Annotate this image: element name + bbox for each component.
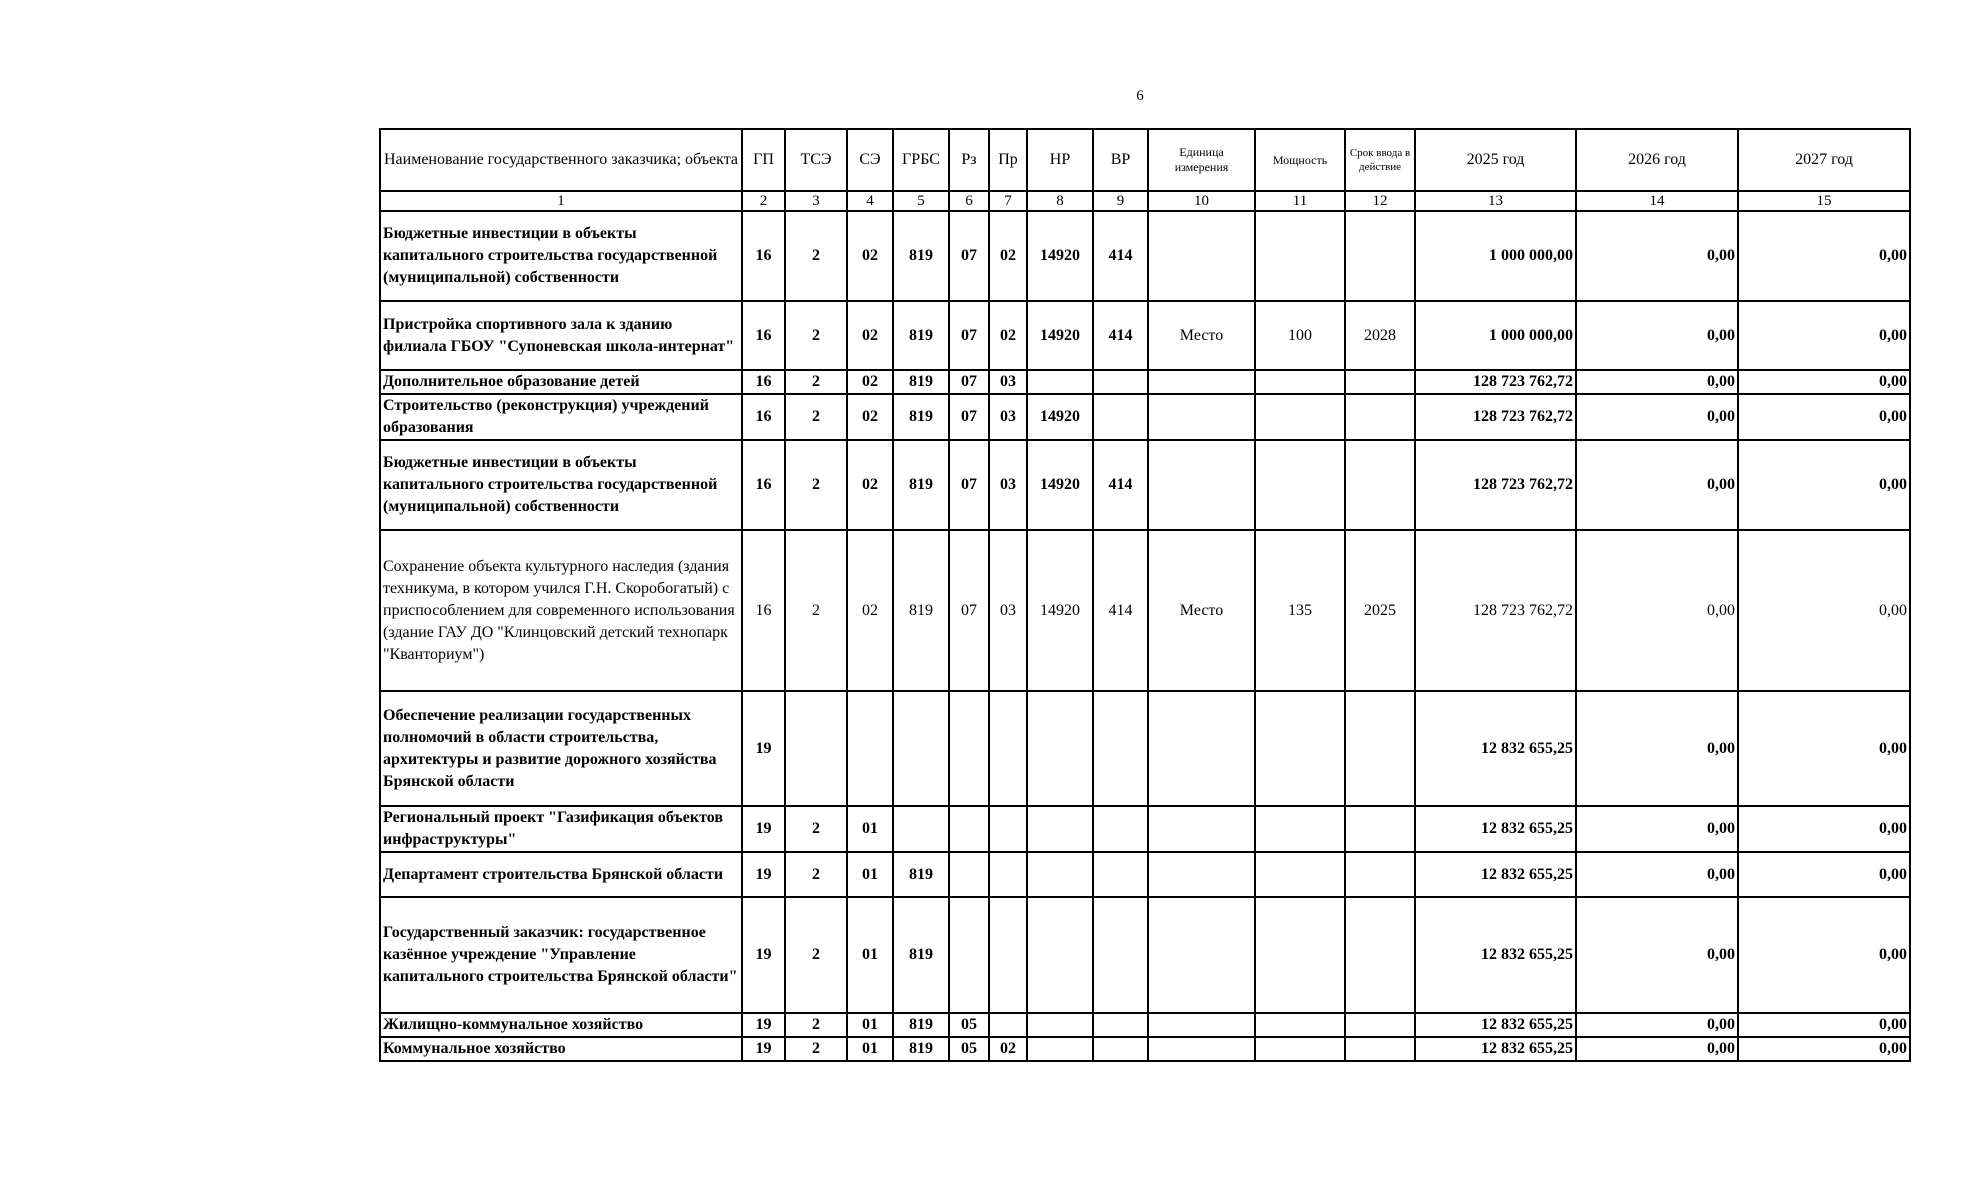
page-number: 6	[1136, 88, 1144, 104]
column-number: 5	[893, 191, 949, 211]
cell-grbs	[893, 806, 949, 852]
cell-name: Обеспечение реализации государственных полномочий в области строительства, архитектуры и развитие дорожного хозяйства Брянской области	[380, 691, 742, 806]
cell-y2027: 0,00	[1738, 852, 1910, 897]
cell-rz: 07	[949, 530, 989, 691]
cell-name: Коммунальное хозяйство	[380, 1037, 742, 1061]
header-2025: 2025 год	[1415, 129, 1576, 191]
cell-unit: Место	[1148, 301, 1255, 370]
cell-gp: 19	[742, 1037, 785, 1061]
cell-capacity	[1255, 897, 1345, 1013]
cell-y2025: 128 723 762,72	[1415, 394, 1576, 440]
cell-capacity	[1255, 370, 1345, 394]
cell-y2026: 0,00	[1576, 852, 1738, 897]
cell-vr: 414	[1093, 301, 1148, 370]
cell-unit	[1148, 394, 1255, 440]
cell-vr	[1093, 852, 1148, 897]
cell-gp: 16	[742, 301, 785, 370]
cell-name: Департамент строительства Брянской области	[380, 852, 742, 897]
header-capacity: Мощность	[1255, 129, 1345, 191]
cell-y2026: 0,00	[1576, 301, 1738, 370]
cell-y2025: 12 832 655,25	[1415, 1037, 1576, 1061]
column-number: 13	[1415, 191, 1576, 211]
cell-y2026: 0,00	[1576, 897, 1738, 1013]
cell-pr	[989, 806, 1027, 852]
cell-y2027: 0,00	[1738, 211, 1910, 301]
column-number: 1	[380, 191, 742, 211]
table-row	[380, 211, 1910, 301]
cell-name: Государственный заказчик: государственное казённое учреждение "Управление капитального строительства Брянской области"	[380, 897, 742, 1013]
column-number: 2	[742, 191, 785, 211]
cell-rz: 07	[949, 440, 989, 530]
cell-rz: 05	[949, 1013, 989, 1037]
cell-rz: 07	[949, 301, 989, 370]
column-number: 4	[847, 191, 893, 211]
cell-pr	[989, 691, 1027, 806]
cell-capacity: 100	[1255, 301, 1345, 370]
cell-vr: 414	[1093, 440, 1148, 530]
cell-name: Дополнительное образование детей	[380, 370, 742, 394]
table-row	[380, 440, 1910, 530]
cell-rz: 05	[949, 1037, 989, 1061]
cell-unit	[1148, 1013, 1255, 1037]
cell-gp: 16	[742, 211, 785, 301]
cell-se: 02	[847, 440, 893, 530]
cell-capacity	[1255, 440, 1345, 530]
cell-y2027: 0,00	[1738, 394, 1910, 440]
cell-y2027: 0,00	[1738, 806, 1910, 852]
cell-tse	[785, 691, 847, 806]
cell-term: 2028	[1345, 301, 1415, 370]
cell-rz	[949, 897, 989, 1013]
cell-unit	[1148, 897, 1255, 1013]
cell-term	[1345, 440, 1415, 530]
cell-grbs: 819	[893, 211, 949, 301]
table-row	[380, 897, 1910, 1013]
cell-y2026: 0,00	[1576, 394, 1738, 440]
cell-y2026: 0,00	[1576, 691, 1738, 806]
cell-nr: 14920	[1027, 440, 1093, 530]
cell-capacity: 135	[1255, 530, 1345, 691]
table-row	[380, 370, 1910, 394]
cell-pr: 03	[989, 530, 1027, 691]
cell-nr: 14920	[1027, 394, 1093, 440]
cell-vr	[1093, 370, 1148, 394]
column-number: 12	[1345, 191, 1415, 211]
cell-nr	[1027, 1037, 1093, 1061]
cell-y2027: 0,00	[1738, 691, 1910, 806]
cell-unit	[1148, 691, 1255, 806]
cell-tse: 2	[785, 530, 847, 691]
cell-y2025: 12 832 655,25	[1415, 1013, 1576, 1037]
cell-y2026: 0,00	[1576, 211, 1738, 301]
cell-se: 01	[847, 806, 893, 852]
cell-se: 02	[847, 530, 893, 691]
budget-table	[379, 128, 1911, 1062]
cell-pr	[989, 1013, 1027, 1037]
cell-grbs: 819	[893, 440, 949, 530]
column-number: 10	[1148, 191, 1255, 211]
cell-se: 02	[847, 211, 893, 301]
cell-se: 01	[847, 852, 893, 897]
column-number: 3	[785, 191, 847, 211]
header-pr: Пр	[989, 129, 1027, 191]
cell-unit	[1148, 806, 1255, 852]
column-number: 7	[989, 191, 1027, 211]
cell-name: Пристройка спортивного зала к зданию филиала ГБОУ "Супоневская школа-интернат"	[380, 301, 742, 370]
cell-unit	[1148, 1037, 1255, 1061]
cell-gp: 19	[742, 806, 785, 852]
cell-pr: 02	[989, 301, 1027, 370]
column-number: 6	[949, 191, 989, 211]
cell-rz	[949, 852, 989, 897]
cell-vr	[1093, 1037, 1148, 1061]
cell-grbs: 819	[893, 530, 949, 691]
cell-capacity	[1255, 852, 1345, 897]
cell-rz	[949, 806, 989, 852]
table-row	[380, 1037, 1910, 1061]
cell-y2025: 128 723 762,72	[1415, 370, 1576, 394]
cell-y2025: 12 832 655,25	[1415, 806, 1576, 852]
cell-unit	[1148, 440, 1255, 530]
header-unit: Единица измерения	[1148, 129, 1255, 191]
column-number: 8	[1027, 191, 1093, 211]
cell-term	[1345, 370, 1415, 394]
cell-vr: 414	[1093, 530, 1148, 691]
cell-tse: 2	[785, 301, 847, 370]
cell-unit	[1148, 370, 1255, 394]
cell-nr	[1027, 370, 1093, 394]
cell-se: 01	[847, 1013, 893, 1037]
header-term: Срок ввода в действие	[1345, 129, 1415, 191]
cell-y2027: 0,00	[1738, 897, 1910, 1013]
table-row	[380, 691, 1910, 806]
cell-y2027: 0,00	[1738, 1013, 1910, 1037]
cell-tse: 2	[785, 897, 847, 1013]
cell-nr	[1027, 852, 1093, 897]
header-2027: 2027 год	[1738, 129, 1910, 191]
cell-y2025: 12 832 655,25	[1415, 691, 1576, 806]
cell-pr	[989, 897, 1027, 1013]
cell-name: Строительство (реконструкция) учреждений образования	[380, 394, 742, 440]
cell-term	[1345, 1037, 1415, 1061]
cell-grbs: 819	[893, 897, 949, 1013]
cell-term	[1345, 852, 1415, 897]
cell-capacity	[1255, 691, 1345, 806]
cell-vr	[1093, 394, 1148, 440]
cell-pr: 03	[989, 440, 1027, 530]
cell-nr: 14920	[1027, 530, 1093, 691]
cell-gp: 16	[742, 530, 785, 691]
cell-term	[1345, 897, 1415, 1013]
table-row	[380, 301, 1910, 370]
cell-gp: 19	[742, 1013, 785, 1037]
cell-tse: 2	[785, 370, 847, 394]
cell-se: 02	[847, 394, 893, 440]
table-row	[380, 1013, 1910, 1037]
cell-rz: 07	[949, 211, 989, 301]
cell-unit	[1148, 852, 1255, 897]
header-vr: ВР	[1093, 129, 1148, 191]
column-number: 15	[1738, 191, 1910, 211]
cell-tse: 2	[785, 440, 847, 530]
cell-vr	[1093, 691, 1148, 806]
cell-capacity	[1255, 806, 1345, 852]
cell-y2026: 0,00	[1576, 440, 1738, 530]
cell-nr	[1027, 1013, 1093, 1037]
cell-name: Жилищно-коммунальное хозяйство	[380, 1013, 742, 1037]
cell-y2026: 0,00	[1576, 1037, 1738, 1061]
cell-term: 2025	[1345, 530, 1415, 691]
cell-gp: 16	[742, 370, 785, 394]
cell-vr: 414	[1093, 211, 1148, 301]
cell-nr: 14920	[1027, 211, 1093, 301]
cell-gp: 16	[742, 394, 785, 440]
cell-se	[847, 691, 893, 806]
cell-name: Сохранение объекта культурного наследия (здания техникума, в котором учился Г.Н. Скоробогатый) с приспособлением для современного использования (здание ГАУ ДО "Клинцовский детский технопарк "Кванториум")	[380, 530, 742, 691]
cell-capacity	[1255, 1037, 1345, 1061]
cell-tse: 2	[785, 806, 847, 852]
cell-nr	[1027, 806, 1093, 852]
table-row	[380, 530, 1910, 691]
cell-y2026: 0,00	[1576, 530, 1738, 691]
cell-capacity	[1255, 1013, 1345, 1037]
cell-tse: 2	[785, 852, 847, 897]
cell-vr	[1093, 897, 1148, 1013]
cell-vr	[1093, 806, 1148, 852]
cell-grbs	[893, 691, 949, 806]
header-2026: 2026 год	[1576, 129, 1738, 191]
table-body	[380, 211, 1910, 1061]
column-number: 9	[1093, 191, 1148, 211]
cell-y2026: 0,00	[1576, 370, 1738, 394]
cell-y2027: 0,00	[1738, 530, 1910, 691]
cell-tse: 2	[785, 1037, 847, 1061]
header-row	[380, 129, 1910, 191]
cell-term	[1345, 1013, 1415, 1037]
column-number: 14	[1576, 191, 1738, 211]
cell-y2025: 128 723 762,72	[1415, 440, 1576, 530]
header-tse: ТСЭ	[785, 129, 847, 191]
cell-se: 01	[847, 897, 893, 1013]
cell-vr	[1093, 1013, 1148, 1037]
column-number-row	[380, 191, 1910, 211]
cell-y2027: 0,00	[1738, 440, 1910, 530]
cell-capacity	[1255, 211, 1345, 301]
cell-grbs: 819	[893, 1013, 949, 1037]
cell-tse: 2	[785, 211, 847, 301]
cell-name: Бюджетные инвестиции в объекты капитального строительства государственной (муниципальной) собственности	[380, 440, 742, 530]
cell-capacity	[1255, 394, 1345, 440]
cell-y2025: 12 832 655,25	[1415, 852, 1576, 897]
cell-pr: 02	[989, 211, 1027, 301]
cell-se: 02	[847, 370, 893, 394]
cell-unit: Место	[1148, 530, 1255, 691]
cell-name: Бюджетные инвестиции в объекты капитального строительства государственной (муниципальной) собственности	[380, 211, 742, 301]
cell-se: 02	[847, 301, 893, 370]
cell-y2027: 0,00	[1738, 301, 1910, 370]
cell-term	[1345, 691, 1415, 806]
cell-term	[1345, 806, 1415, 852]
header-nr: НР	[1027, 129, 1093, 191]
cell-grbs: 819	[893, 301, 949, 370]
cell-y2025: 1 000 000,00	[1415, 211, 1576, 301]
cell-rz: 07	[949, 370, 989, 394]
cell-rz: 07	[949, 394, 989, 440]
cell-rz	[949, 691, 989, 806]
header-gp: ГП	[742, 129, 785, 191]
cell-gp: 16	[742, 440, 785, 530]
cell-nr	[1027, 897, 1093, 1013]
cell-pr: 03	[989, 394, 1027, 440]
cell-pr	[989, 852, 1027, 897]
header-se: СЭ	[847, 129, 893, 191]
header-name: Наименование государственного заказчика; объекта	[380, 129, 742, 191]
column-number: 11	[1255, 191, 1345, 211]
cell-pr: 02	[989, 1037, 1027, 1061]
cell-nr: 14920	[1027, 301, 1093, 370]
cell-y2025: 1 000 000,00	[1415, 301, 1576, 370]
cell-term	[1345, 211, 1415, 301]
table-row	[380, 806, 1910, 852]
cell-y2026: 0,00	[1576, 806, 1738, 852]
cell-y2025: 12 832 655,25	[1415, 897, 1576, 1013]
cell-grbs: 819	[893, 852, 949, 897]
cell-se: 01	[847, 1037, 893, 1061]
cell-grbs: 819	[893, 370, 949, 394]
cell-pr: 03	[989, 370, 1027, 394]
cell-nr	[1027, 691, 1093, 806]
cell-y2027: 0,00	[1738, 1037, 1910, 1061]
table-row	[380, 852, 1910, 897]
cell-tse: 2	[785, 394, 847, 440]
cell-gp: 19	[742, 691, 785, 806]
header-grbs: ГРБС	[893, 129, 949, 191]
cell-y2026: 0,00	[1576, 1013, 1738, 1037]
cell-unit	[1148, 211, 1255, 301]
cell-name: Региональный проект "Газификация объектов инфраструктуры"	[380, 806, 742, 852]
cell-y2027: 0,00	[1738, 370, 1910, 394]
cell-gp: 19	[742, 897, 785, 1013]
cell-y2025: 128 723 762,72	[1415, 530, 1576, 691]
table-row	[380, 394, 1910, 440]
cell-tse: 2	[785, 1013, 847, 1037]
cell-grbs: 819	[893, 1037, 949, 1061]
cell-term	[1345, 394, 1415, 440]
cell-gp: 19	[742, 852, 785, 897]
header-rz: Рз	[949, 129, 989, 191]
cell-grbs: 819	[893, 394, 949, 440]
